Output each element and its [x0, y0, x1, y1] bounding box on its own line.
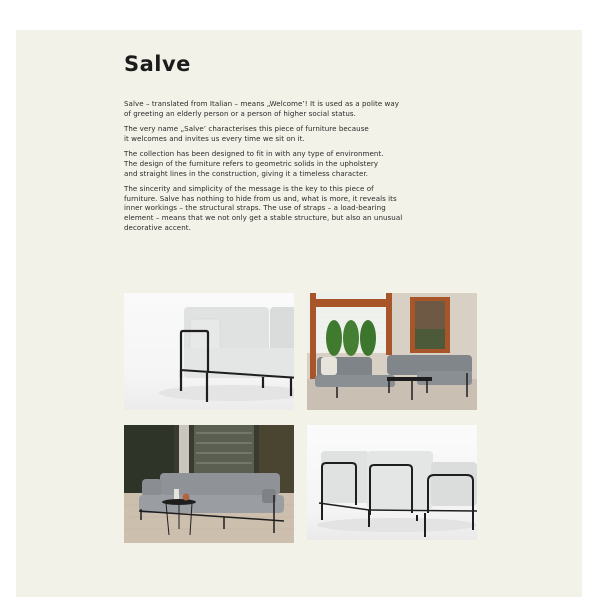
sofa-studio-front-photo: [124, 293, 294, 410]
text-line: and straight lines in the construction, giving it a timeless character.: [124, 168, 368, 178]
text-line: The very name „Salve’ characterises this piece of furniture because: [124, 124, 369, 134]
text-line: The collection has been designed to fit in with any type of environment.: [124, 149, 384, 159]
sofa-studio-rear-photo: [307, 425, 477, 540]
body-text: [124, 99, 484, 238]
text-line: of greeting an elderly person or a person of higher social status.: [124, 108, 356, 118]
text-line: The sincerity and simplicity of the message is the key to this piece of: [124, 184, 374, 194]
text-line: element – means that we not only get a stable structure, but also an unusual: [124, 212, 403, 222]
paragraph-4: [124, 184, 484, 232]
page-panel: [16, 30, 582, 597]
page-title: Salve: [124, 52, 191, 76]
paragraph-1: [124, 99, 484, 118]
text-line: decorative accent.: [124, 222, 191, 232]
text-line: Salve – translated from Italian – means „Welcome’! It is used as a polite way: [124, 99, 400, 108]
text-line: furniture. Salve has nothing to hide from us and, what is more, it reveals its: [124, 193, 397, 203]
paragraph-2: [124, 124, 484, 143]
sofa-terrace-photo: [307, 293, 477, 410]
sofa-storefront-photo: [124, 425, 294, 543]
text-line: it welcomes and invites us every time we sit on it.: [124, 133, 305, 143]
text-line: inner workings – the structural straps. The use of straps – a load-bearing: [124, 203, 386, 213]
text-line: The design of the furniture refers to geometric solids in the upholstery: [124, 158, 379, 168]
paragraph-3: [124, 149, 484, 178]
